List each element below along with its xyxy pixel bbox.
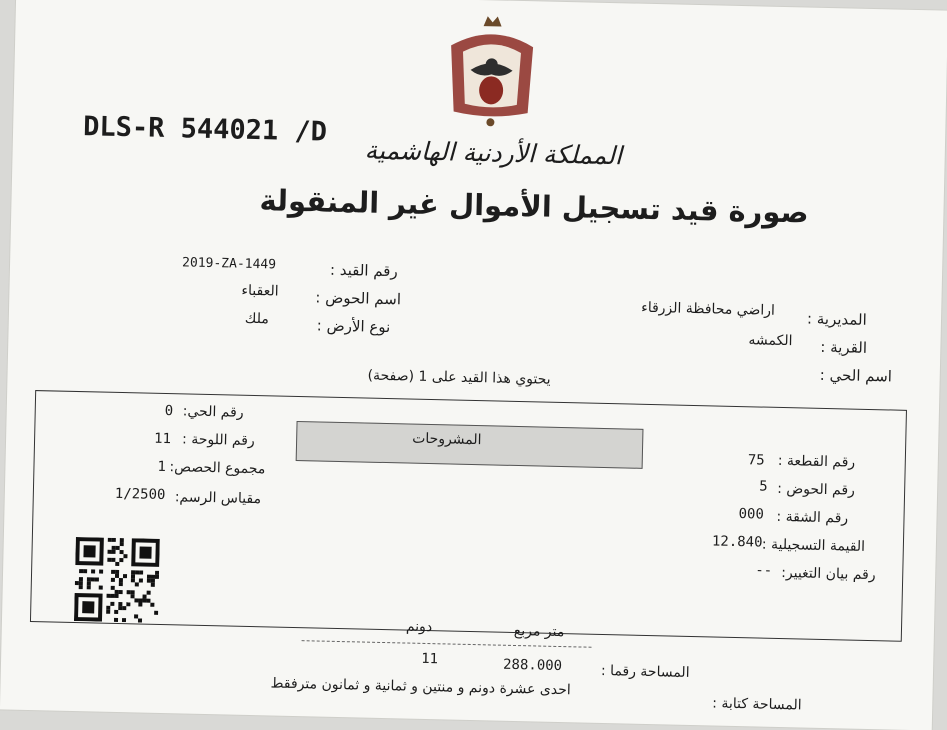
apartment-no-label: رقم الشقة : [776, 508, 849, 527]
plot-no-value: 75 [747, 452, 765, 469]
area-written-value: احدى عشرة دونم و منتين و ثمانية و ثمانون مترفقط [270, 675, 571, 699]
scale-value: 1/2500 [114, 485, 166, 504]
page-title: صورة قيد تسجيل الأموال غير المنقولة [259, 183, 810, 230]
basin-name-label: اسم الحوض : [315, 288, 402, 309]
plate-no-value: 11 [153, 430, 172, 448]
land-type-value: ملك [244, 310, 269, 328]
village-value: الكمشه [748, 332, 793, 350]
apartment-no-value: 000 [738, 506, 765, 523]
directorate-value: اراضي محافظة الزرقاء [641, 299, 776, 319]
projects-label: المشروحات [412, 430, 482, 449]
plate-no-label: رقم اللوحة : [181, 431, 255, 450]
village-label: القرية : [820, 337, 868, 357]
document-number: DLS-R 544021 /D [82, 111, 328, 148]
land-type-label: نوع الأرض : [316, 316, 391, 337]
area-dunum-value: 11 [421, 650, 439, 668]
pages-note: يحتوي هذا القيد على 1 (صفحة) [367, 367, 551, 388]
basin-name-value: العقباء [241, 282, 279, 300]
area-sqm-value: 288.000 [502, 656, 563, 675]
registered-value-value: 12.840 [711, 533, 763, 551]
qr-code [74, 537, 160, 623]
jordan-coat-of-arms-icon [441, 11, 542, 131]
change-statement-label: رقم بيان التغيير: [781, 565, 876, 584]
area-unit-dunum: دونم [405, 618, 433, 636]
entry-no-value: 2019-ZA-1449 [181, 255, 277, 273]
basin-no-label: رقم الحوض : [776, 480, 856, 499]
scale-label: مقياس الرسم: [174, 489, 262, 508]
kingdom-name: المملكة الأردنية الهاشمية [364, 135, 623, 171]
registered-value-label: القيمة التسجيلية : [761, 536, 866, 555]
area-numeric-label: المساحة رقما : [600, 662, 690, 681]
plot-no-label: رقم القطعة : [777, 452, 856, 471]
shares-total-value: 1 [157, 458, 167, 476]
area-written-label: المساحة كتابة : [712, 695, 802, 714]
neighborhood-no-value: 0 [164, 402, 174, 420]
change-statement-value: -- [755, 562, 773, 579]
area-divider [302, 640, 592, 648]
entry-no-label: رقم القيد : [329, 260, 398, 281]
shares-total-label: مجموع الحصص: [169, 459, 266, 478]
area-unit-sqm: متر مربع [513, 622, 565, 641]
neighborhood-no-label: رقم الحي: [182, 403, 244, 421]
basin-no-value: 5 [759, 478, 768, 495]
neighborhood-label: اسم الحي : [819, 365, 893, 386]
directorate-label: المديرية : [806, 309, 867, 329]
